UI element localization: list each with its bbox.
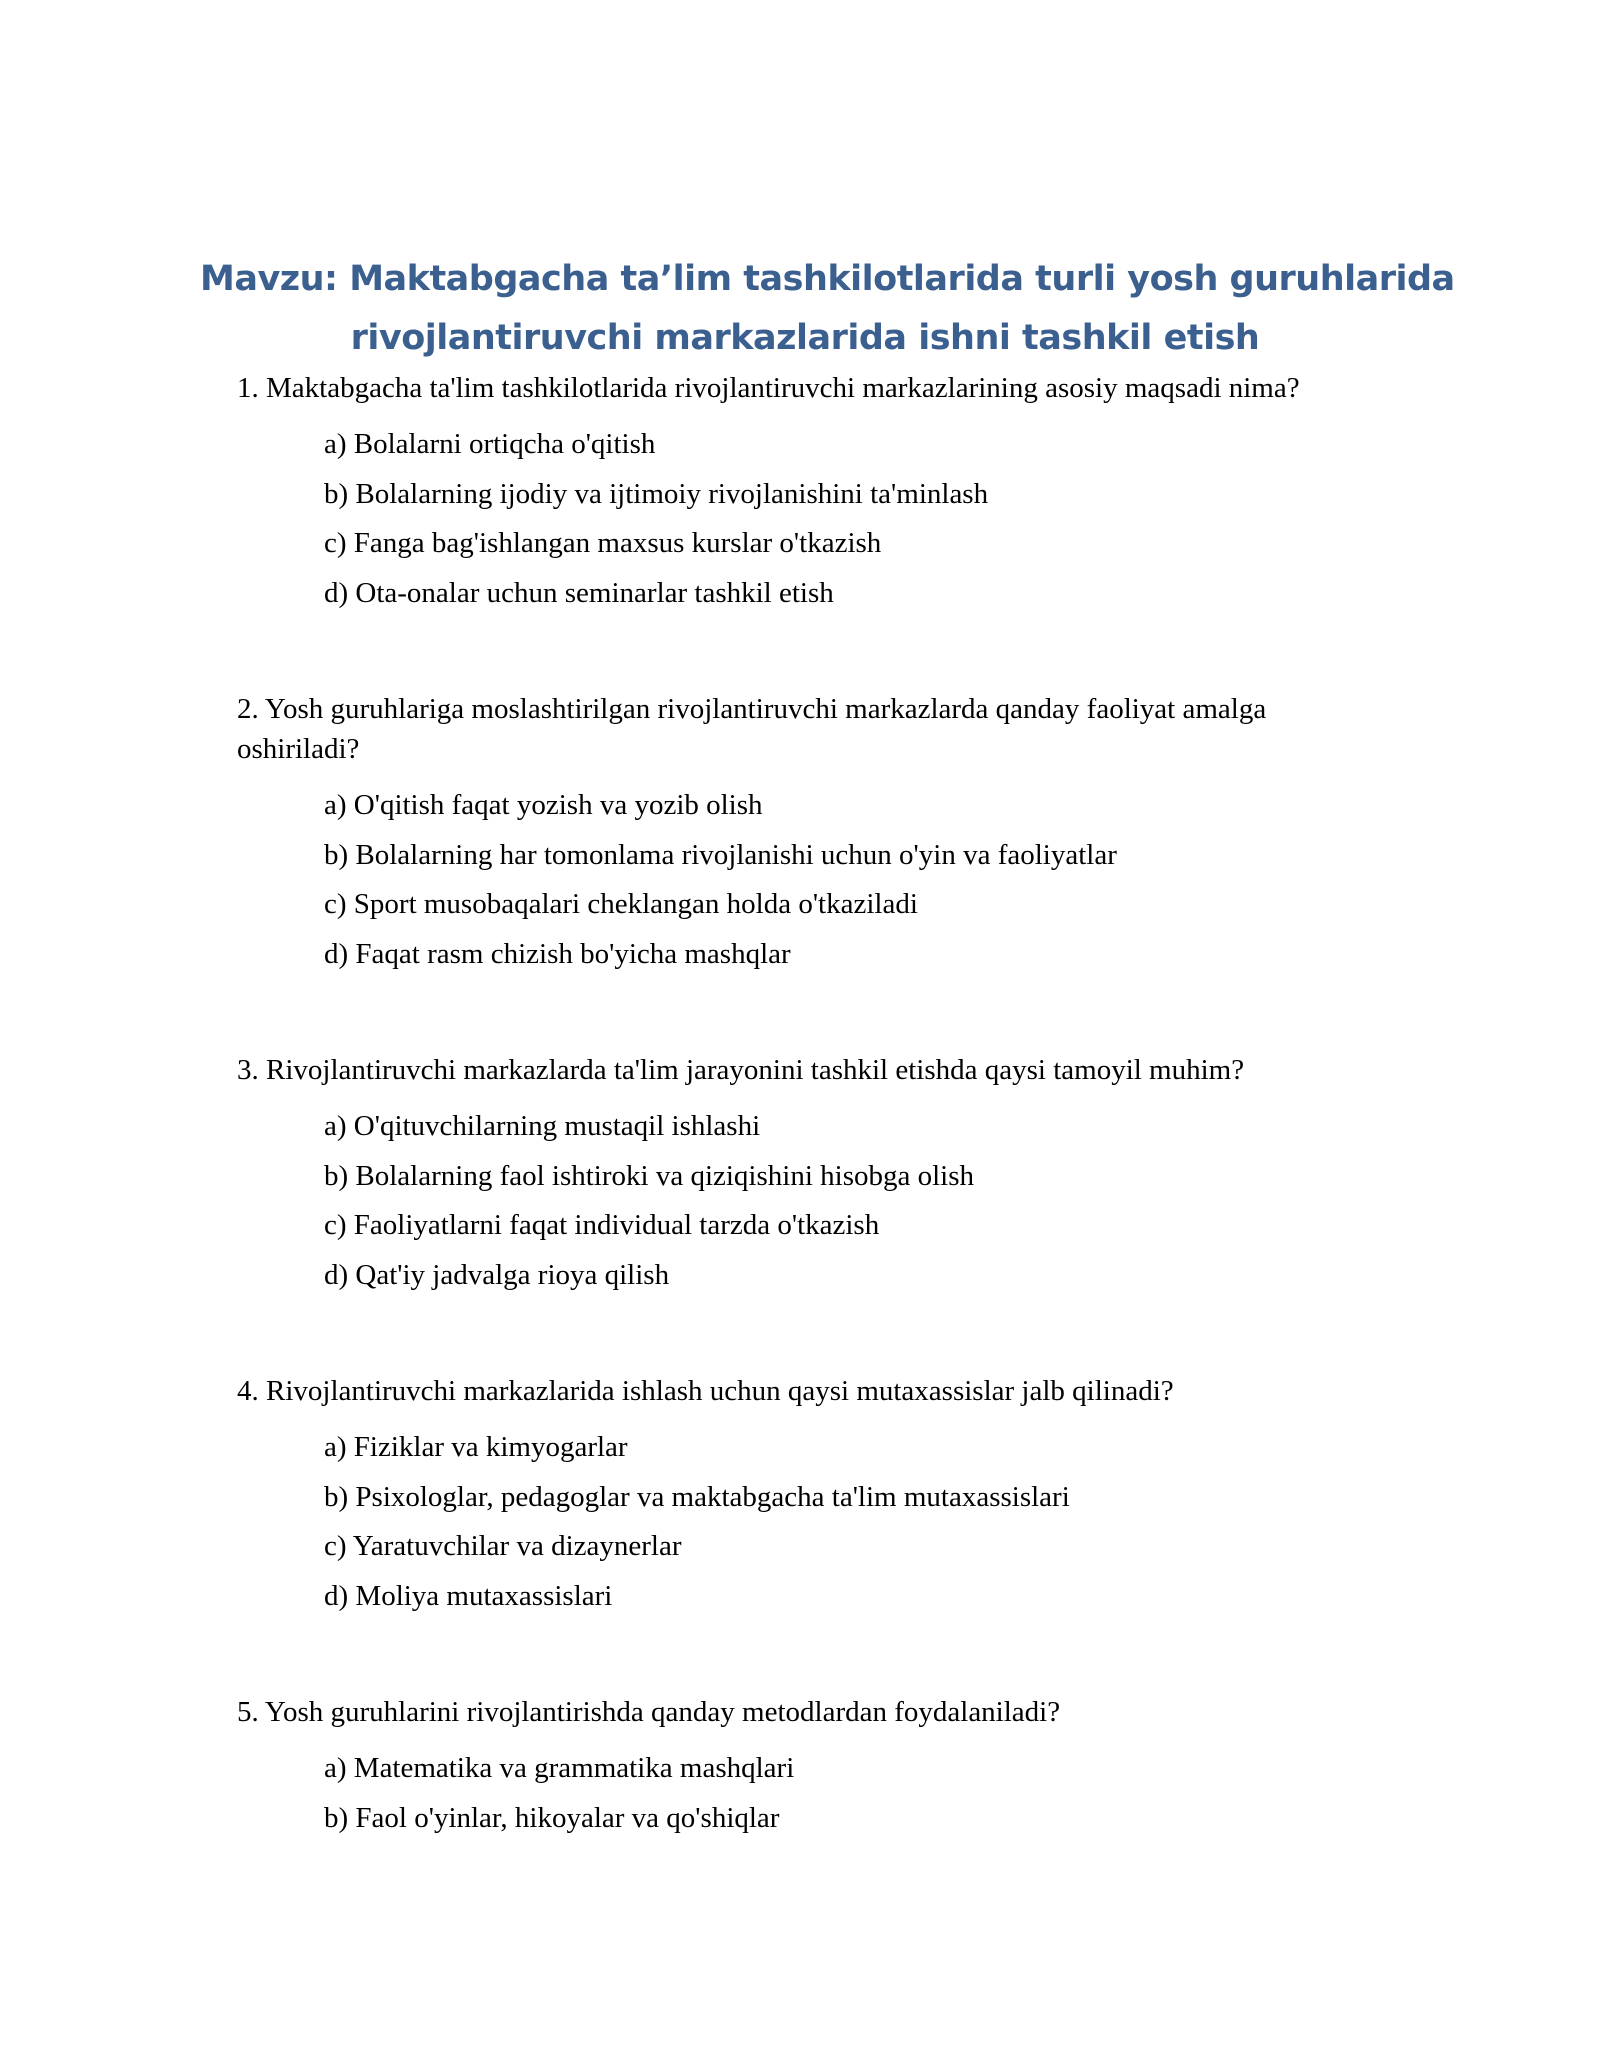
- question-text: 4. Rivojlantiruvchi markazlarida ishlash uchun qaysi mutaxassislar jalb qilinadi?: [237, 1375, 1174, 1407]
- answer-option-c: c) Yaratuvchilar va dizaynerlar: [324, 1530, 682, 1562]
- document-title: [200, 250, 1455, 368]
- question-4: [237, 1371, 1387, 1621]
- question-2: [237, 689, 1387, 979]
- answer-option-a: a) Bolalarni ortiqcha o'qitish: [324, 428, 656, 460]
- answer-options: [324, 1102, 1387, 1300]
- title-line-2: rivojlantiruvchi markazlarida ishni tashkil etish: [350, 318, 1260, 358]
- answer-option-d: d) Qat'iy jadvalga rioya qilish: [324, 1258, 670, 1291]
- question-5: [237, 1692, 1387, 1843]
- question-list: [237, 368, 1387, 1843]
- answer-option-c: c) Fanga bag'ishlangan maxsus kurslar o'tkazish: [324, 527, 882, 559]
- question-1: [237, 368, 1387, 618]
- answer-option-d: d) Ota-onalar uchun seminarlar tashkil etish: [324, 576, 834, 609]
- question-text: 1. Maktabgacha ta'lim tashkilotlarida rivojlantiruvchi markazlarining asosiy maqsadi nima?: [237, 372, 1300, 404]
- question-text: 3. Rivojlantiruvchi markazlarda ta'lim jarayonini tashkil etishda qaysi tamoyil muhim?: [237, 1054, 1245, 1086]
- answer-option-a: a) O'qitish faqat yozish va yozib olish: [324, 789, 763, 821]
- answer-option-a: a) Fiziklar va kimyogarlar: [324, 1431, 628, 1463]
- answer-options: [324, 1423, 1387, 1621]
- answer-option-b: b) Bolalarning ijodiy va ijtimoiy rivojlanishini ta'minlash: [324, 477, 989, 510]
- question-3: [237, 1050, 1387, 1300]
- answer-options: [324, 420, 1387, 618]
- answer-option-b: b) Bolalarning faol ishtiroki va qiziqishini hisobga olish: [324, 1159, 975, 1192]
- answer-options: [324, 1744, 1387, 1843]
- answer-option-b: b) Bolalarning har tomonlama rivojlanishi uchun o'yin va faoliyatlar: [324, 838, 1117, 871]
- question-text: 2. Yosh guruhlariga moslashtirilgan rivojlantiruvchi markazlarda qanday faoliyat amalga oshiriladi?: [237, 693, 1267, 765]
- answer-option-d: d) Moliya mutaxassislari: [324, 1579, 613, 1612]
- answer-option-b: b) Psixologlar, pedagoglar va maktabgacha ta'lim mutaxassislari: [324, 1480, 1070, 1513]
- title-line-1: Mavzu: Maktabgacha ta’lim tashkilotlarida turli yosh guruhlarida: [200, 259, 1455, 299]
- answer-option-b: b) Faol o'yinlar, hikoyalar va qo'shiqlar: [324, 1801, 780, 1834]
- answer-option-a: a) Matematika va grammatika mashqlari: [324, 1752, 795, 1784]
- answer-option-a: a) O'qituvchilarning mustaqil ishlashi: [324, 1110, 761, 1142]
- answer-option-d: d) Faqat rasm chizish bo'yicha mashqlar: [324, 937, 791, 970]
- answer-option-c: c) Faoliyatlarni faqat individual tarzda o'tkazish: [324, 1209, 880, 1241]
- answer-options: [324, 781, 1387, 979]
- question-text: 5. Yosh guruhlarini rivojlantirishda qanday metodlardan foydalaniladi?: [237, 1696, 1061, 1728]
- answer-option-c: c) Sport musobaqalari cheklangan holda o'tkaziladi: [324, 888, 918, 920]
